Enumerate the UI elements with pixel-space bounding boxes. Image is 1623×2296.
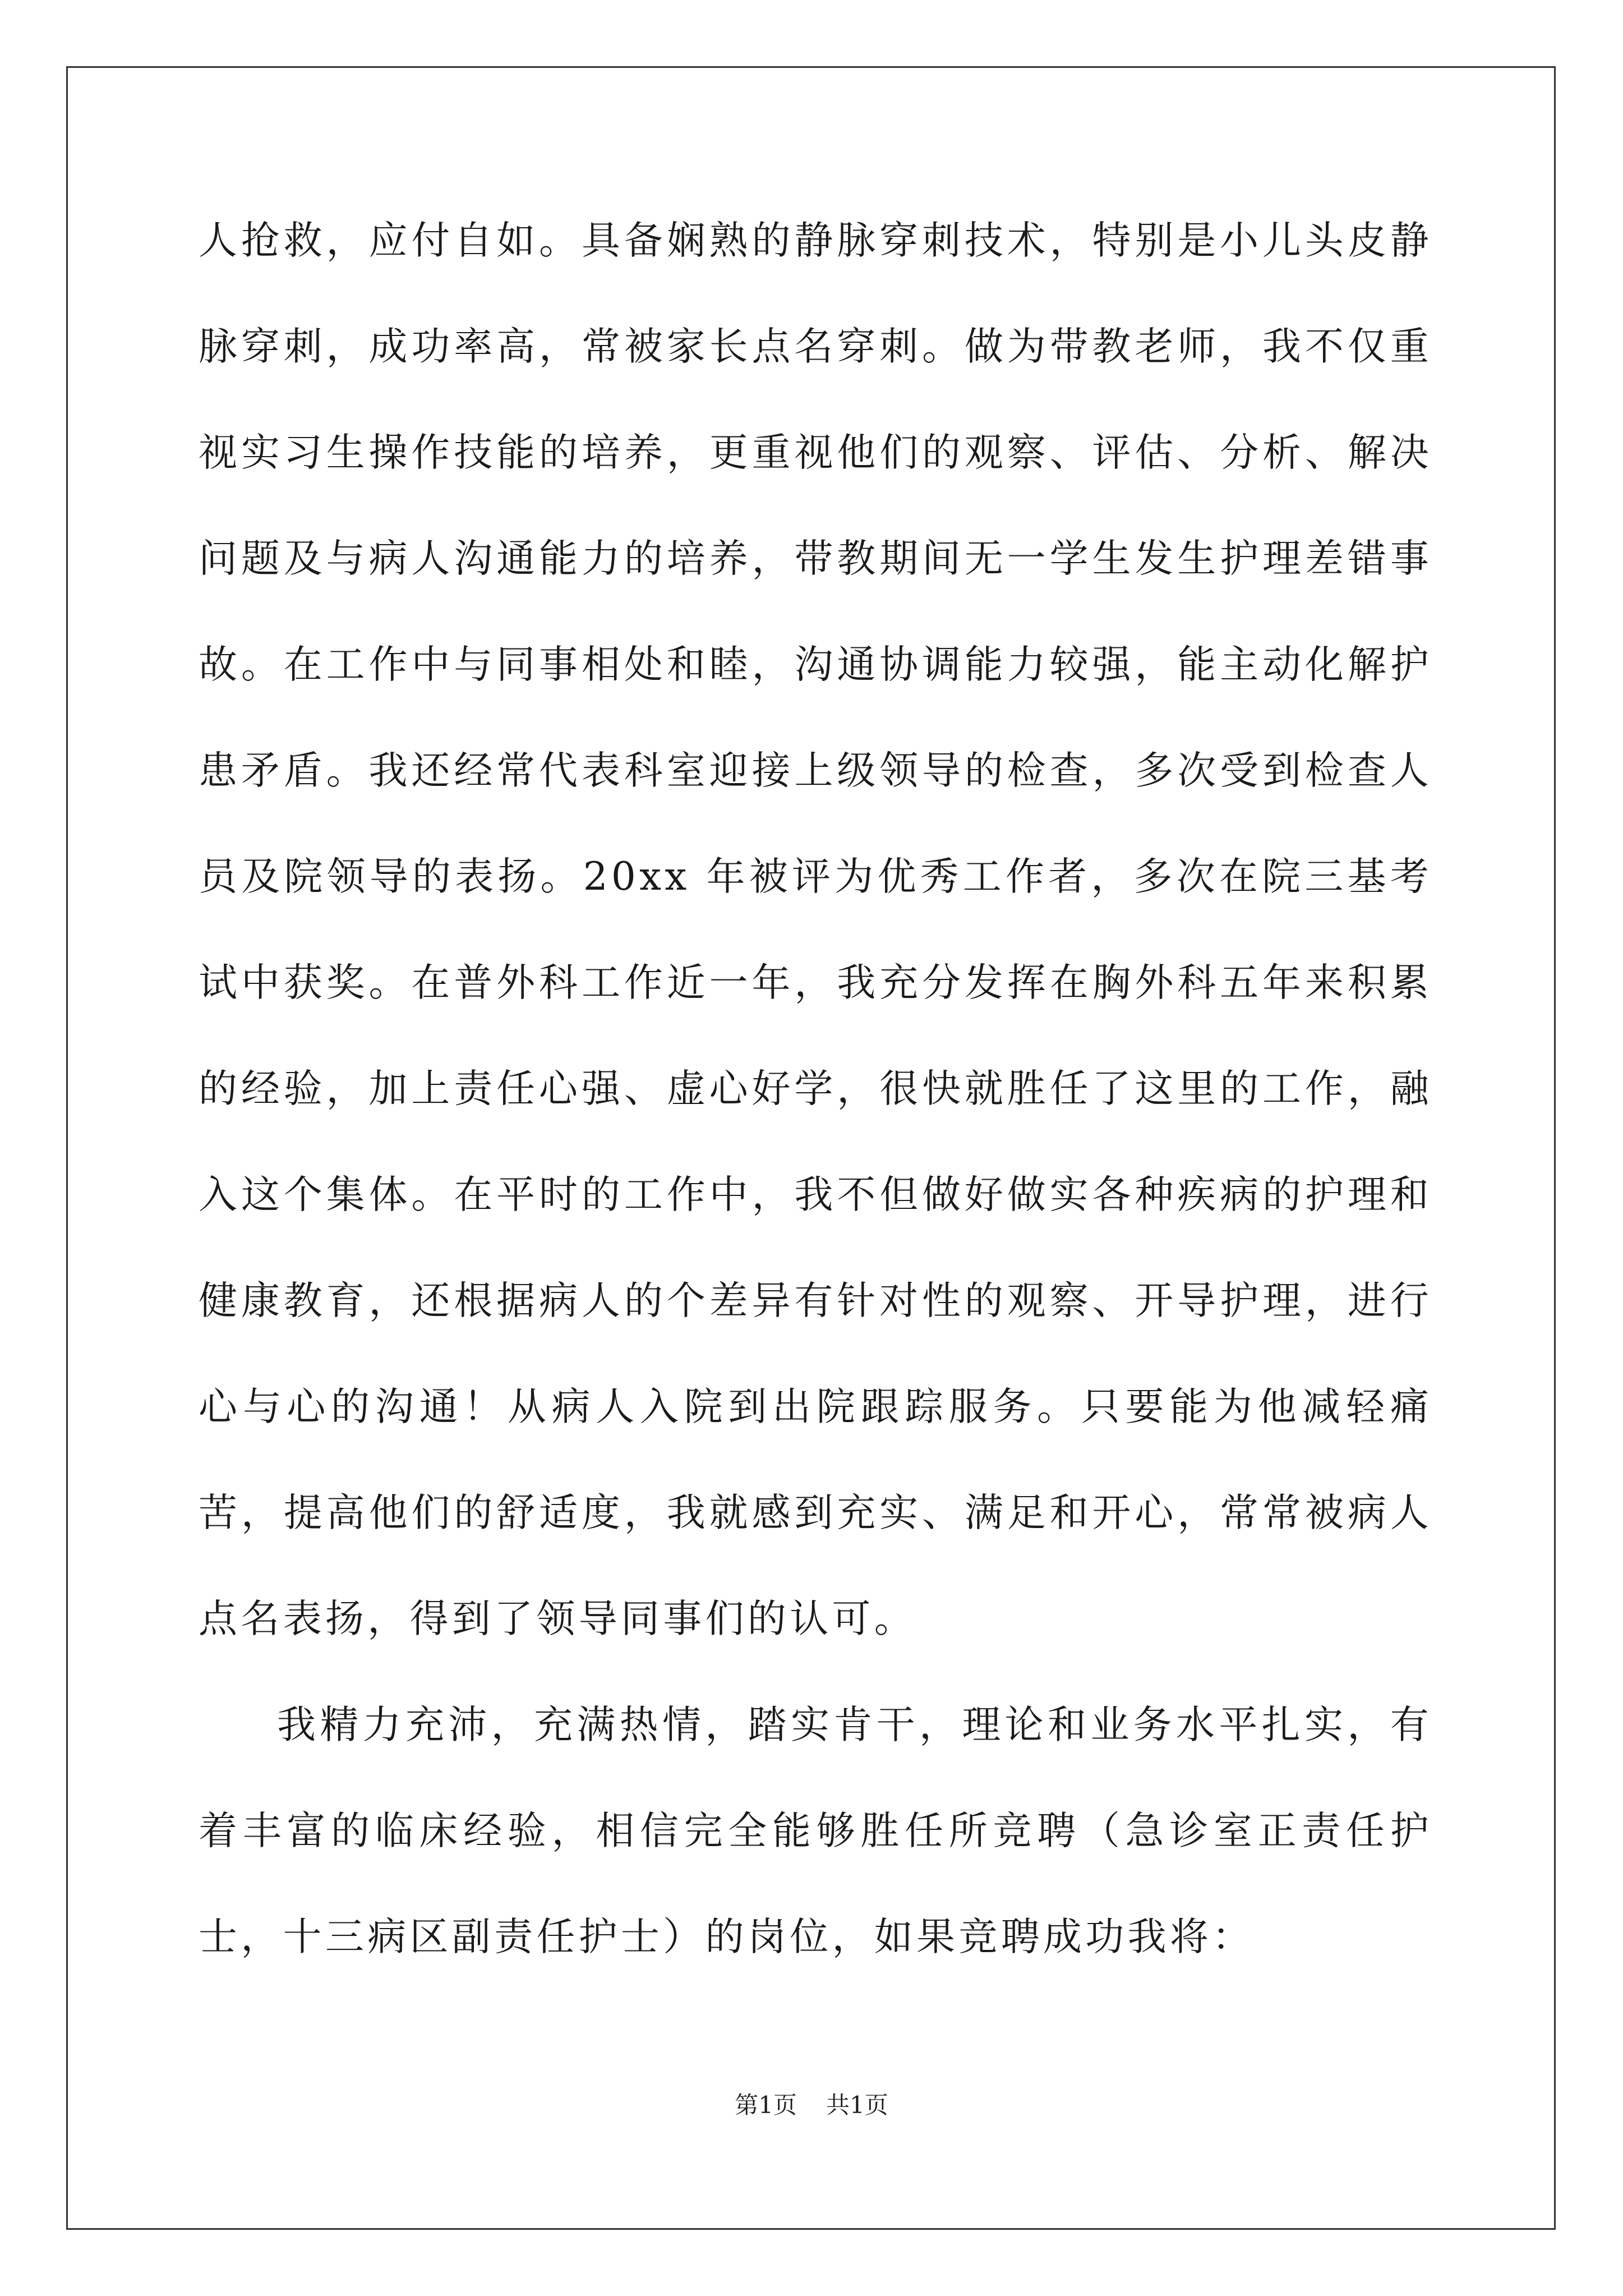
page-number-total: 共1页: [826, 2091, 888, 2119]
paragraph-2: 我精力充沛，充满热情，踏实肯干，理论和业务水平扎实，有着丰富的临床经验，相信完全能够胜任所竞聘（急诊室正责任护士，十三病区副责任护士）的岗位，如果竞聘成功我将：: [199, 1703, 1432, 1959]
page-footer: [0, 2087, 1623, 2120]
document-body: [199, 188, 1432, 1990]
page-number-current: 第1页: [735, 2091, 797, 2119]
paragraph-1: 人抢救，应付自如。具备娴熟的静脉穿刺技术，特别是小儿头皮静脉穿刺，成功率高，常被家长点名穿刺。做为带教老师，我不仅重视实习生操作技能的培养，更重视他们的观察、评估、分析、解决问题及与病人沟通能力的培养，带教期间无一学生发生护理差错事故。在工作中与同事相处和睦，沟通协调能力较强，能主动化解护患矛盾。我还经常代表科室迎接上级领导的检查，多次受到检查人员及院领导的表扬。20xx 年被评为优秀工作者，多次在院三基考试中获奖。在普外科工作近一年，我充分发挥在胸外科五年来积累的经验，加上责任心强、虚心好学，很快就胜任了这里的工作，融入这个集体。在平时的工作中，我不但做好做实各种疾病的护理和健康教育，还根据病人的个差异有针对性的观察、开导护理，进行心与心的沟通！从病人入院到出院跟踪服务。只要能为他减轻痛苦，提高他们的舒适度，我就感到充实、满足和开心，常常被病人点名表扬，得到了领导同事们的认可。: [199, 218, 1432, 1641]
